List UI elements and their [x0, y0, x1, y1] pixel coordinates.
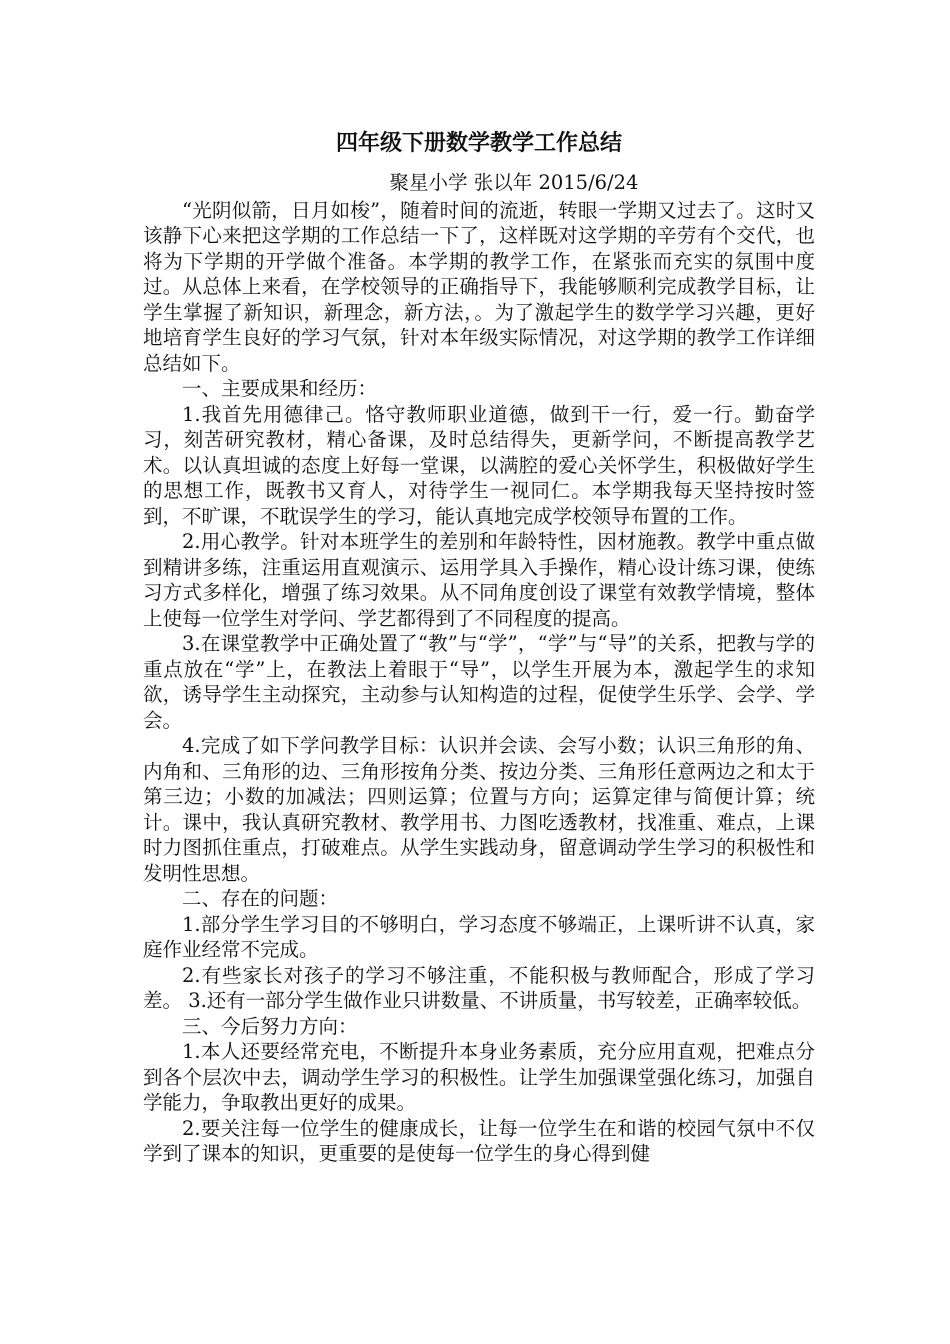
section-heading-future: 三、今后努力方向： — [182, 1014, 358, 1038]
problem-paragraph-1: 1.部分学生学习目的不够明白，学习态度不够端正，上课听讲不认真，家庭作业经常不完成。 — [143, 912, 815, 961]
problem-paragraph-2: 2.有些家长对孩子的学习不够注重，不能积极与教师配合，形成了学习差。 3.还有一部分学生做作业只讲数量、不讲质量，书写较差，正确率较低。 — [143, 963, 815, 1012]
future-paragraph-1: 1.本人还要经常充电，不断提升本身业务素质，充分应用直观，把难点分到各个层次中去，调动学生学习的积极性。让学生加强课堂强化练习，加强自学能力，争取教出更好的成果。 — [143, 1040, 815, 1114]
section-heading-problems: 二、存在的问题： — [182, 887, 339, 910]
future-paragraph-2: 2.要关注每一位学生的健康成长，让每一位学生在和谐的校园气氛中不仅学到了课本的知识，更重要的是使每一位学生的身心得到健 — [143, 1116, 815, 1165]
achievement-paragraph-4: 4.完成了如下学问教学目标：认识并会读、会写小数；认识三角形的角、内角和、三角形的边、三角形按角分类、按边分类、三角形任意两边之和太于第三边；小数的加减法；四则运算；位置与方向；运算定律与简便计算；统计。课中，我认真研究教材、教学用书、力图吃透教材，找准重、难点，上课时力图抓住重点，打破难点。从学生实践动身，留意调动学生学习的积极性和发明性思想。 — [143, 734, 815, 885]
achievement-paragraph-1: 1.我首先用德律己。恪守教师职业道德，做到干一行，爱一行。勤奋学习，刻苦研究教材，精心备课，及时总结得失，更新学问，不断提高教学艺术。以认真坦诚的态度上好每一堂课，以满腔的爱心关怀学生，积极做好学生的思想工作，既教书又育人，对待学生一视同仁。本学期我每天坚持按时签到，不旷课，不耽误学生的学习，能认真地完成学校领导布置的工作。 — [143, 402, 815, 528]
intro-paragraph: “光阴似箭，日月如梭”，随着时间的流逝，转眼一学期又过去了。这时又该静下心来把这学期的工作总结一下了，这样既对这学期的辛劳有个交代，也将为下学期的开学做个准备。本学期的教学工作，在紧张而充实的氛围中度过。从总体上来看，在学校领导的正确指导下，我能够顺利完成教学目标，让学生掌握了新知识，新理念，新方法，。为了激起学生的数学学习兴趣，更好地培育学生良好的学习气氛，针对本年级实际情况，对这学期的教学工作详细总结如下。 — [143, 198, 815, 375]
achievement-paragraph-3: 3.在课堂教学中正确处置了“教”与“学”，“学”与“导”的关系，把教与学的重点放在“学”上，在教法上着眼于“导”，以学生开展为本，激起学生的求知欲，诱导学生主动探究，主动参与认知构造的过程，促使学生乐学、会学、学会。 — [143, 632, 815, 732]
section-heading-achievements: 一、主要成果和经历： — [182, 377, 378, 400]
document-title: 四年级下册数学教学工作总结 — [335, 130, 622, 156]
document-page — [143, 128, 815, 1167]
achievement-paragraph-2: 2.用心教学。针对本班学生的差别和年龄特性，因材施教。教学中重点做到精讲多练，注重运用直观演示、运用学具入手操作，精心设计练习课，使练习方式多样化，增强了练习效果。从不同角度创设了课堂有效教学情境，整体上使每一位学生对学问、学艺都得到了不同程度的提高。 — [143, 530, 815, 630]
document-byline: 聚星小学 张以年 2015/6/24 — [389, 171, 639, 194]
